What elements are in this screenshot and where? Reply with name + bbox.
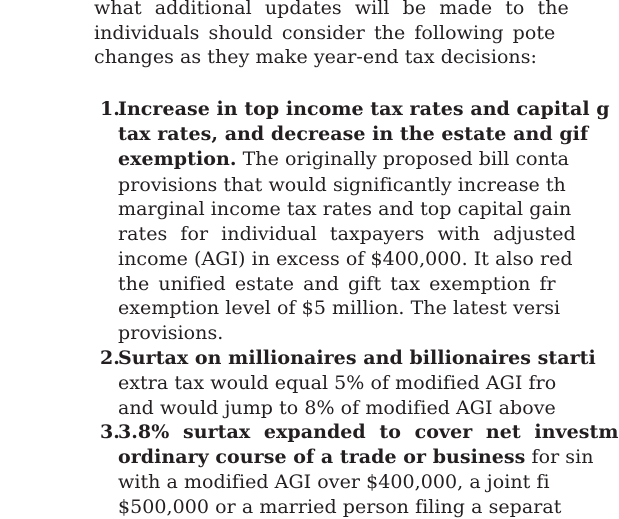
list-item-line (118, 420, 619, 444)
list-item-line (118, 173, 566, 197)
body-text: for sin (525, 446, 594, 468)
body-text: with a modified AGI over $400,000, a joint fi (118, 471, 550, 493)
list-item-line (118, 396, 556, 420)
list-item-line (118, 147, 569, 171)
body-text: the unified estate and gift tax exemption fr (118, 273, 556, 295)
list-number: 2. (100, 347, 120, 369)
bold-text: tax rates, and decrease in the estate and gif (118, 123, 589, 145)
list-item-line (118, 197, 571, 221)
list-item-line (118, 296, 560, 320)
bold-text: ordinary course of a trade or business (118, 446, 526, 468)
list-item-line (118, 371, 556, 395)
body-text: marginal income tax rates and top capital gain (118, 198, 572, 220)
bold-text: 3.8% surtax expanded to cover net investm (118, 421, 619, 443)
list-item-line (118, 222, 576, 246)
intro-line: changes as they make year-end tax decisions: (94, 46, 537, 68)
intro-line: individuals should consider the following pote (94, 22, 556, 44)
bold-text: Increase in top income tax rates and capital g (118, 98, 610, 120)
body-text: The originally proposed bill conta (236, 148, 570, 170)
list-item-line (118, 97, 610, 121)
intro-line: what additional updates will be made to the (94, 0, 569, 19)
body-text: income (AGI) in excess of $400,000. It also red (118, 248, 573, 270)
list-item-line (118, 122, 588, 146)
list-item-line (118, 470, 550, 494)
body-text: provisions that would significantly increase th (118, 174, 566, 196)
body-text: $500,000 or a married person filing a separat (118, 496, 562, 518)
bold-text: Surtax on millionaires and billionaires starti (118, 347, 596, 369)
list-item-line (118, 346, 596, 370)
body-text: and would jump to 8% of modified AGI above (118, 397, 556, 419)
body-text: extra tax would equal 5% of modified AGI fro (118, 372, 557, 394)
list-item-line (118, 495, 561, 519)
body-text: rates for individual taxpayers with adjusted (118, 223, 576, 245)
body-text: exemption level of $5 million. The latest versi (118, 297, 561, 319)
list-item-line (118, 247, 573, 271)
bold-text: exemption. (118, 148, 237, 170)
list-number: 3. (100, 421, 120, 443)
list-number: 1. (100, 98, 120, 120)
list-item-line (118, 272, 556, 296)
list-item-line (118, 445, 594, 469)
list-item-line (118, 321, 223, 345)
body-text: provisions. (118, 322, 224, 344)
